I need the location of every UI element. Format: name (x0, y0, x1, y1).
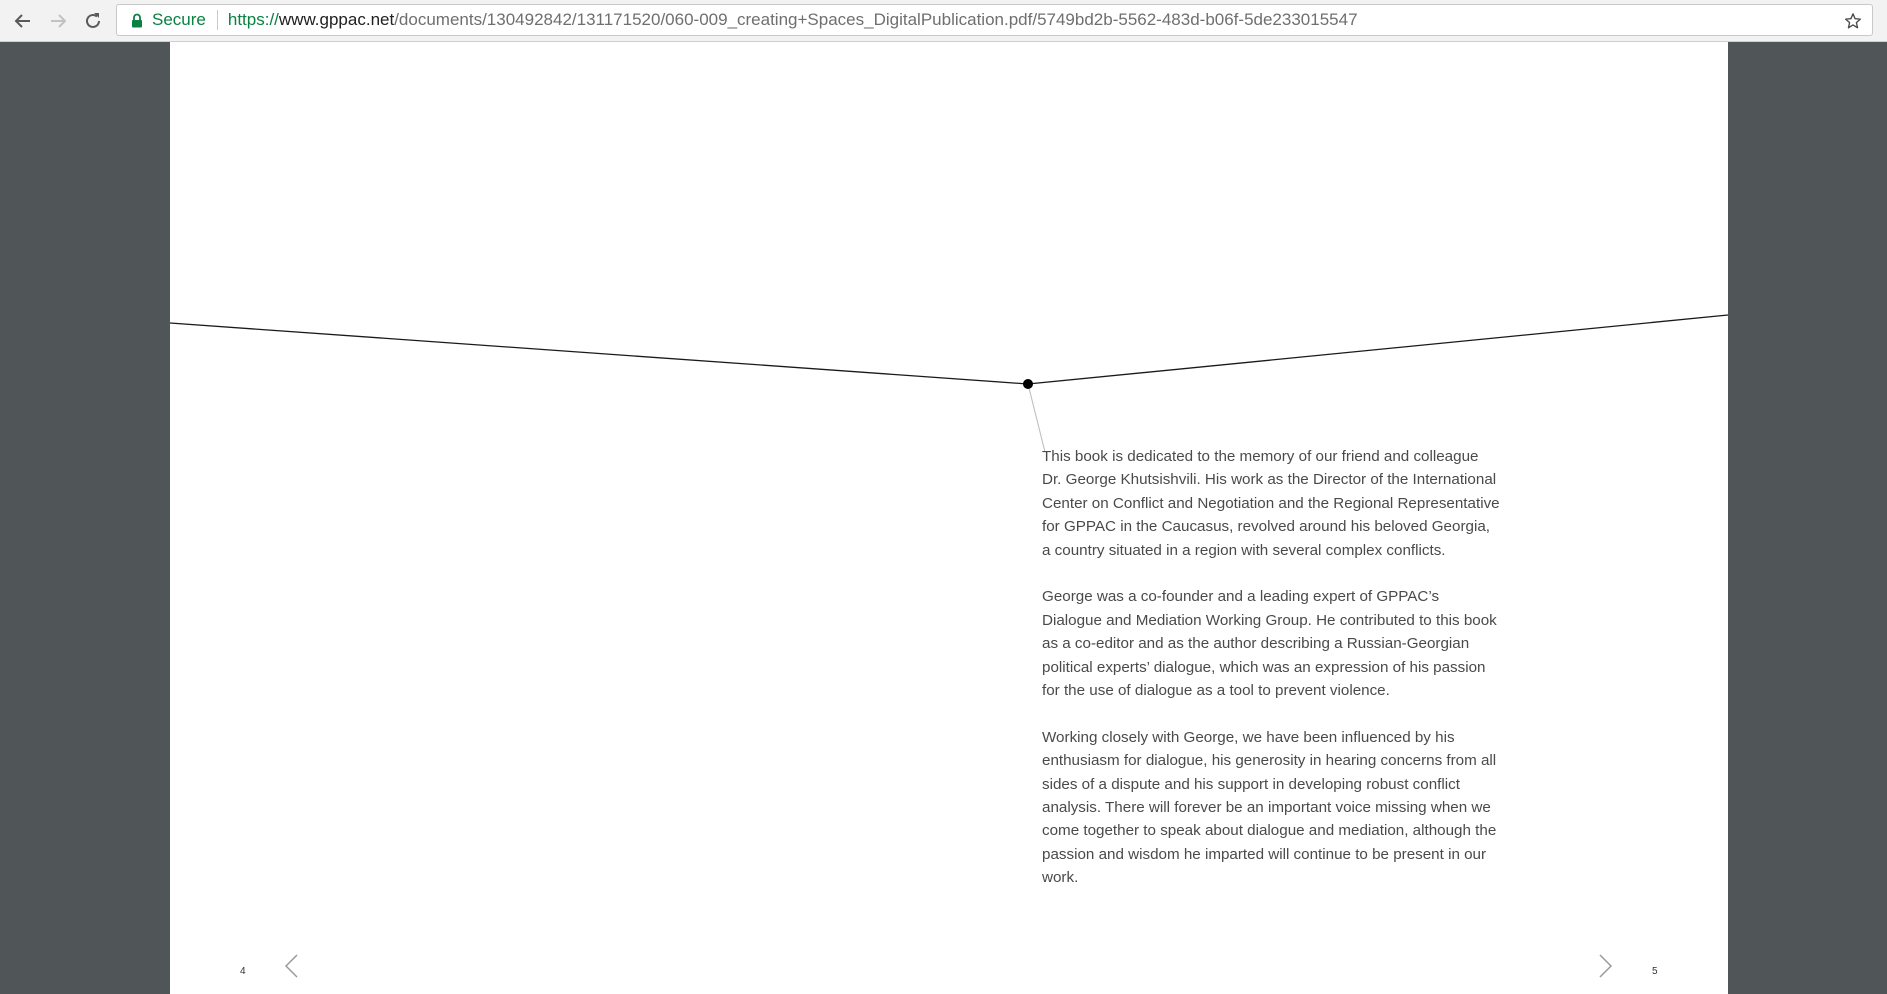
pointer-line (1028, 384, 1045, 452)
bookmark-star-button[interactable] (1842, 10, 1864, 32)
browser-toolbar (0, 0, 1887, 42)
address-bar[interactable] (116, 4, 1873, 36)
dedication-paragraph-2: George was a co-founder and a leading expert of GPPAC’s Dialogue and Mediation Working Group. He contributed to this book as a co-editor and as the author describing a Russian-Georgian political experts’ dialogue, which was an expression of his passion for the use of dialogue as a tool to prevent violence. (1042, 588, 1497, 700)
left-page-number: 4 (240, 966, 246, 977)
secure-label[interactable]: Secure (152, 10, 206, 29)
reload-icon (83, 11, 103, 31)
url-scheme: https:// (227, 10, 279, 29)
back-button[interactable] (8, 6, 38, 36)
previous-page-button[interactable] (282, 952, 302, 980)
lock-icon (130, 12, 144, 28)
dedication-text (1042, 445, 1502, 913)
chevron-left-icon (282, 952, 302, 980)
right-page-number: 5 (1652, 966, 1658, 977)
next-page-button[interactable] (1595, 952, 1615, 980)
dedication-paragraph-3: Working closely with George, we have been influenced by his enthusiasm for dialogue, his generosity in hearing concerns from all sides of a dispute and his support in developing robust conflict analysis. There will forever be an important voice missing when we come together to speak about dialogue and mediation, although the passion and wisdom he imparted will continue to be present in our work. (1042, 728, 1497, 887)
pdf-page-spread (170, 42, 1728, 994)
url-host: www.gppac.net (278, 10, 395, 29)
reload-button[interactable] (78, 6, 108, 36)
anchor-dot (1023, 379, 1033, 389)
right-line (1028, 315, 1728, 384)
url-text[interactable] (228, 10, 1358, 30)
dedication-paragraph-1: This book is dedicated to the memory of our friend and colleague Dr. George Khutsishvili. His work as the Director of the International Center on Conflict and Negotiation and the Regional Representative for GPPAC in the Caucasus, revolved around his beloved Georgia, a country situated in a region with several complex conflicts. (1042, 448, 1500, 559)
left-line (170, 323, 1028, 384)
star-icon (1844, 12, 1862, 30)
forward-button[interactable] (43, 6, 73, 36)
url-path: /documents/130492842/131171520/060-009_creating+Spaces_DigitalPublication.pdf/5749bd2b-5562-483d-b06f-5de233015547 (394, 10, 1358, 29)
address-separator (217, 10, 218, 30)
chevron-right-icon (1595, 952, 1615, 980)
back-arrow-icon (13, 11, 33, 31)
forward-arrow-icon (48, 11, 68, 31)
